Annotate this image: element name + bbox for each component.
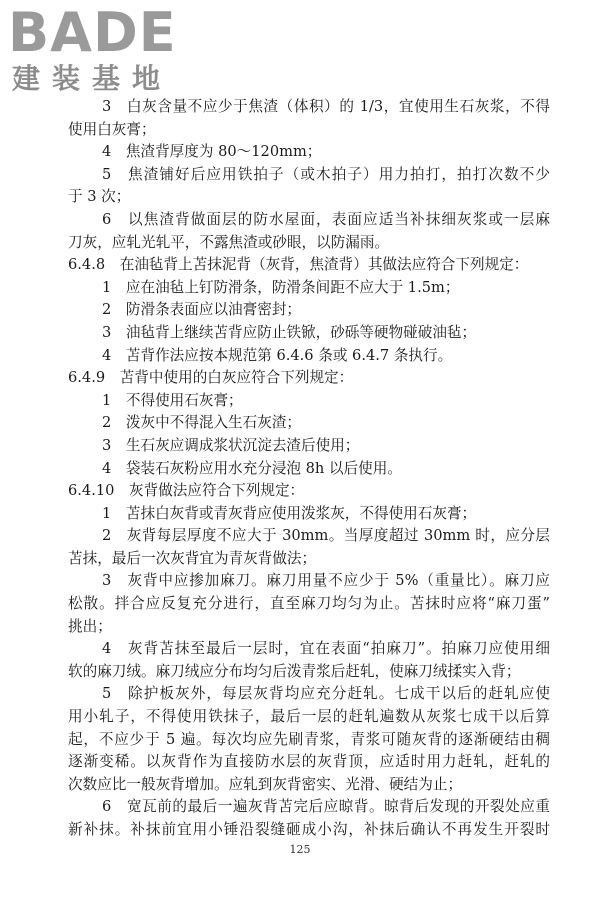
text-line: 3 生石灰应调成浆状沉淀去渣后使用；	[102, 436, 360, 454]
text-line: 挑出；	[68, 617, 112, 635]
page-number: 125	[289, 843, 311, 856]
text-line: 4 苫背作法应按本规范第 6.4.6 条或 6.4.7 条执行。	[102, 346, 453, 364]
text-line: 2 灰背每层厚度不应大于 30mm。当厚度超过 30mm 时，应分层	[102, 527, 550, 545]
text-line: 逐渐变稀。以灰背作为直接防水层的灰背顶，应适时用力赶轧，赶轧的	[68, 753, 550, 771]
text-line: 1 应在油毡上钉防滑条，防滑条间距不应大于 1.5m；	[102, 278, 460, 296]
text-line: 5 除护板灰外，每层灰背均应充分赶轧。七成干以后的赶轧应使	[102, 685, 550, 703]
text-line: 刀灰，应轧光轧平，不露焦渣或砂眼，以防漏雨。	[68, 233, 390, 251]
bade-logo	[8, 1, 198, 96]
text-line: 6.4.9 苫背中使用的白灰应符合下列规定：	[68, 369, 354, 387]
text-line: 软的麻刀绒。麻刀绒应分布均匀后泼青浆后赶轧，使麻刀绒揉实入背；	[68, 662, 521, 680]
text-line: 使用白灰膏；	[68, 120, 156, 138]
text-line: 6.4.8 在油毡背上苫抹泥背（灰背，焦渣背）其做法应符合下列规定：	[68, 256, 529, 274]
logo-wordmark: BADE	[8, 1, 177, 64]
text-line: 新补抹。补抹前宜用小锤沿裂缝砸成小沟，补抹后确认不再发生开裂时	[68, 821, 550, 838]
text-line: 3 白灰含量不应少于焦渣（体积）的 1/3，宜使用生石灰浆，不得	[102, 98, 550, 115]
text-line: 2 防滑条表面应以油膏密封；	[102, 301, 302, 319]
text-line: 2 泼灰中不得混入生石灰渣；	[102, 414, 302, 432]
document-body	[68, 96, 550, 842]
text-line: 起，不应少于 5 遍。每次均应先刷青浆，青浆可随灰背的逐渐硬结由稠	[68, 730, 550, 748]
text-line: 6 宽瓦前的最后一遍灰背苫完后应晾背。晾背后发现的开裂处应重	[102, 798, 550, 816]
text-line: 5 焦渣铺好后应用铁拍子（或木拍子）用力拍打，拍打次数不少	[102, 165, 550, 183]
text-line: 次数应比一般灰背增加。应轧到灰背密实、光滑、硬结为止；	[68, 775, 463, 793]
text-line: 4 袋装石灰粉应用水充分浸泡 8h 以后使用。	[102, 459, 402, 477]
text-line: 用小轧子，不得使用铁抹子，最后一层的赶轧遍数从灰浆七成干以后算	[68, 708, 550, 726]
text-line: 6 以焦渣背做面层的防水屋面，表面应适当补抹细灰浆或一层麻	[102, 210, 550, 228]
text-line: 6.4.10 灰背做法应符合下列规定：	[68, 482, 305, 500]
text-line: 1 不得使用石灰膏；	[102, 391, 243, 409]
text-line: 3 灰背中应掺加麻刀。麻刀用量不应少于 5%（重量比）。麻刀应	[102, 572, 550, 590]
text-line: 3 油毡背上继续苫背应防止铁锨，砂砾等硬物碰破油毡；	[102, 323, 477, 341]
text-line: 1 苫抹白灰背或青灰背应使用泼浆灰，不得使用石灰膏；	[102, 504, 477, 522]
text-line: 松散。拌合应反复充分进行，直至麻刀均匀为止。苫抹时应将“麻刀蛋”	[68, 595, 550, 613]
logo-subtitle: 建装基地	[12, 62, 173, 95]
text-line: 苫抹，最后一次灰背宜为青灰背做法；	[68, 549, 317, 567]
text-line: 4 焦渣背厚度为 80～120mm；	[102, 143, 322, 161]
text-line: 于 3 次；	[68, 188, 131, 206]
text-line: 4 灰背苫抹至最后一层时，宜在表面“拍麻刀”。拍麻刀应使用细	[102, 640, 550, 658]
